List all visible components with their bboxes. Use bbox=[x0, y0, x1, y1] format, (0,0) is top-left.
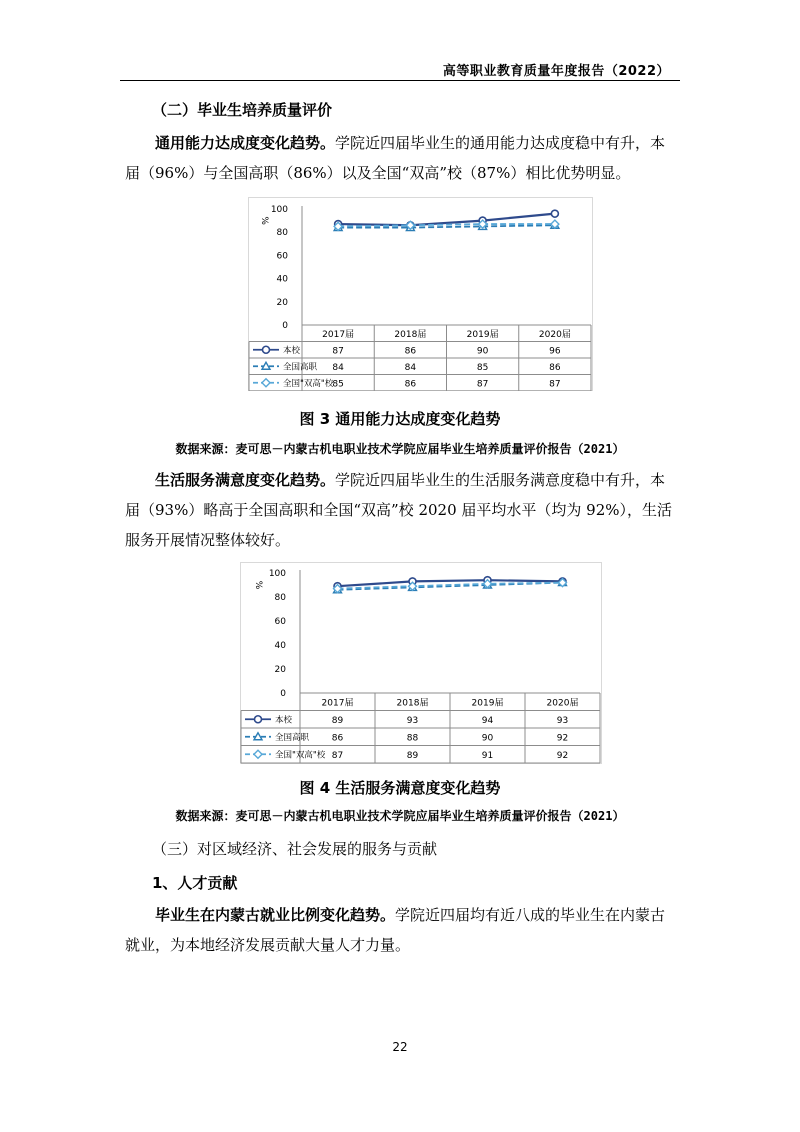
table-value: 92 bbox=[556, 750, 569, 761]
x-tick-label: 2018届 bbox=[396, 698, 429, 709]
x-tick-label: 2018届 bbox=[394, 329, 427, 340]
figure-4 bbox=[240, 562, 602, 764]
y-tick-label: 20 bbox=[276, 297, 288, 308]
table-value: 96 bbox=[549, 346, 561, 357]
y-tick-label: 40 bbox=[274, 641, 286, 651]
paragraph-ability bbox=[125, 128, 677, 188]
table-value: 87 bbox=[332, 346, 344, 357]
paragraph-text: 学院近四届毕业生的生活服务满意度稳中有升，本届（93%）略高于全国高职和全国“双高”校 2020 届平均水平（均为 92%），生活服务开展情况整体较好。 bbox=[125, 471, 672, 549]
y-tick-label: 100 bbox=[268, 569, 286, 579]
figure-3 bbox=[248, 197, 593, 391]
table-value: 94 bbox=[481, 715, 494, 726]
chart-ability-trend bbox=[248, 197, 593, 391]
x-tick-label: 2019届 bbox=[471, 698, 504, 709]
subsection-heading: 1、人才贡献 bbox=[152, 874, 238, 892]
figure-4-caption: 图 4 生活服务满意度变化趋势 bbox=[299, 779, 501, 797]
legend-label: 本校 bbox=[283, 345, 301, 356]
section-heading: （二）毕业生培养质量评价 bbox=[152, 101, 333, 119]
table-value: 85 bbox=[332, 379, 344, 390]
paragraph-lead: 毕业生在内蒙古就业比例变化趋势。 bbox=[155, 906, 396, 924]
table-value: 84 bbox=[332, 362, 344, 373]
table-value: 86 bbox=[549, 362, 561, 373]
x-tick-label: 2017届 bbox=[321, 698, 354, 709]
legend-marker bbox=[263, 346, 270, 353]
paragraph-service bbox=[125, 465, 677, 555]
legend-marker bbox=[255, 716, 262, 723]
x-tick-label: 2019届 bbox=[466, 329, 499, 340]
table-value: 86 bbox=[404, 379, 417, 390]
y-axis-label: % bbox=[253, 580, 263, 590]
table-value: 93 bbox=[406, 715, 419, 726]
paragraph-text: 学院近四届毕业生的通用能力达成度稳中有升，本届（96%）与全国高职（86%）以及全国“双高”校（87%）相比优势明显。 bbox=[125, 134, 666, 182]
table-value: 93 bbox=[556, 715, 569, 726]
y-tick-label: 40 bbox=[276, 274, 288, 285]
y-tick-label: 80 bbox=[274, 593, 286, 603]
header-divider bbox=[120, 80, 680, 81]
paragraph-text: 学院近四届均有近八成的毕业生在内蒙古就业，为本地经济发展贡献大量人才力量。 bbox=[125, 906, 666, 954]
table-value: 87 bbox=[549, 379, 561, 390]
legend-label: 全国高职 bbox=[283, 362, 318, 373]
table-value: 87 bbox=[476, 379, 489, 390]
header-title: 高等职业教育质量年度报告（2022） bbox=[442, 64, 670, 79]
y-tick-label: 60 bbox=[276, 251, 288, 262]
y-tick-label: 0 bbox=[280, 689, 286, 699]
table-value: 86 bbox=[331, 733, 344, 744]
table-value: 92 bbox=[556, 733, 569, 744]
data-point bbox=[551, 210, 558, 217]
legend-label: 全国高职 bbox=[275, 732, 310, 743]
table-value: 89 bbox=[406, 750, 419, 761]
paragraph-employment bbox=[125, 900, 677, 960]
table-value: 86 bbox=[404, 346, 417, 357]
table-value: 89 bbox=[331, 715, 344, 726]
paragraph-lead: 通用能力达成度变化趋势。 bbox=[155, 134, 336, 152]
legend-label: 全国"双高"校 bbox=[275, 750, 326, 761]
y-tick-label: 20 bbox=[274, 665, 286, 675]
y-axis-label: % bbox=[259, 216, 269, 225]
figure-3-source: 数据来源：麦可思－内蒙古机电职业技术学院应届毕业生培养质量评价报告（2021） bbox=[175, 442, 625, 456]
table-value: 85 bbox=[476, 362, 489, 373]
y-tick-label: 0 bbox=[282, 321, 288, 331]
x-tick-label: 2020届 bbox=[546, 698, 579, 709]
x-tick-label: 2017届 bbox=[322, 329, 355, 340]
table-value: 88 bbox=[406, 733, 419, 744]
chart-service-trend bbox=[240, 562, 602, 764]
figure-4-source: 数据来源：麦可思－内蒙古机电职业技术学院应届毕业生培养质量评价报告（2021） bbox=[175, 809, 625, 823]
table-value: 87 bbox=[331, 750, 344, 761]
paragraph-lead: 生活服务满意度变化趋势。 bbox=[155, 471, 336, 489]
table-value: 91 bbox=[481, 750, 494, 761]
y-tick-label: 60 bbox=[274, 617, 286, 627]
y-tick-label: 100 bbox=[270, 205, 288, 215]
figure-3-caption: 图 3 通用能力达成度变化趋势 bbox=[299, 410, 501, 428]
section-heading-3: （三）对区域经济、社会发展的服务与贡献 bbox=[152, 840, 438, 858]
legend-label: 全国"双高"校 bbox=[283, 378, 334, 389]
table-value: 90 bbox=[481, 733, 494, 744]
y-tick-label: 80 bbox=[276, 228, 288, 239]
legend-label: 本校 bbox=[275, 715, 293, 726]
page-number: 22 bbox=[392, 1040, 408, 1054]
x-tick-label: 2020届 bbox=[538, 329, 571, 340]
table-value: 84 bbox=[404, 362, 417, 373]
table-value: 90 bbox=[476, 346, 489, 357]
